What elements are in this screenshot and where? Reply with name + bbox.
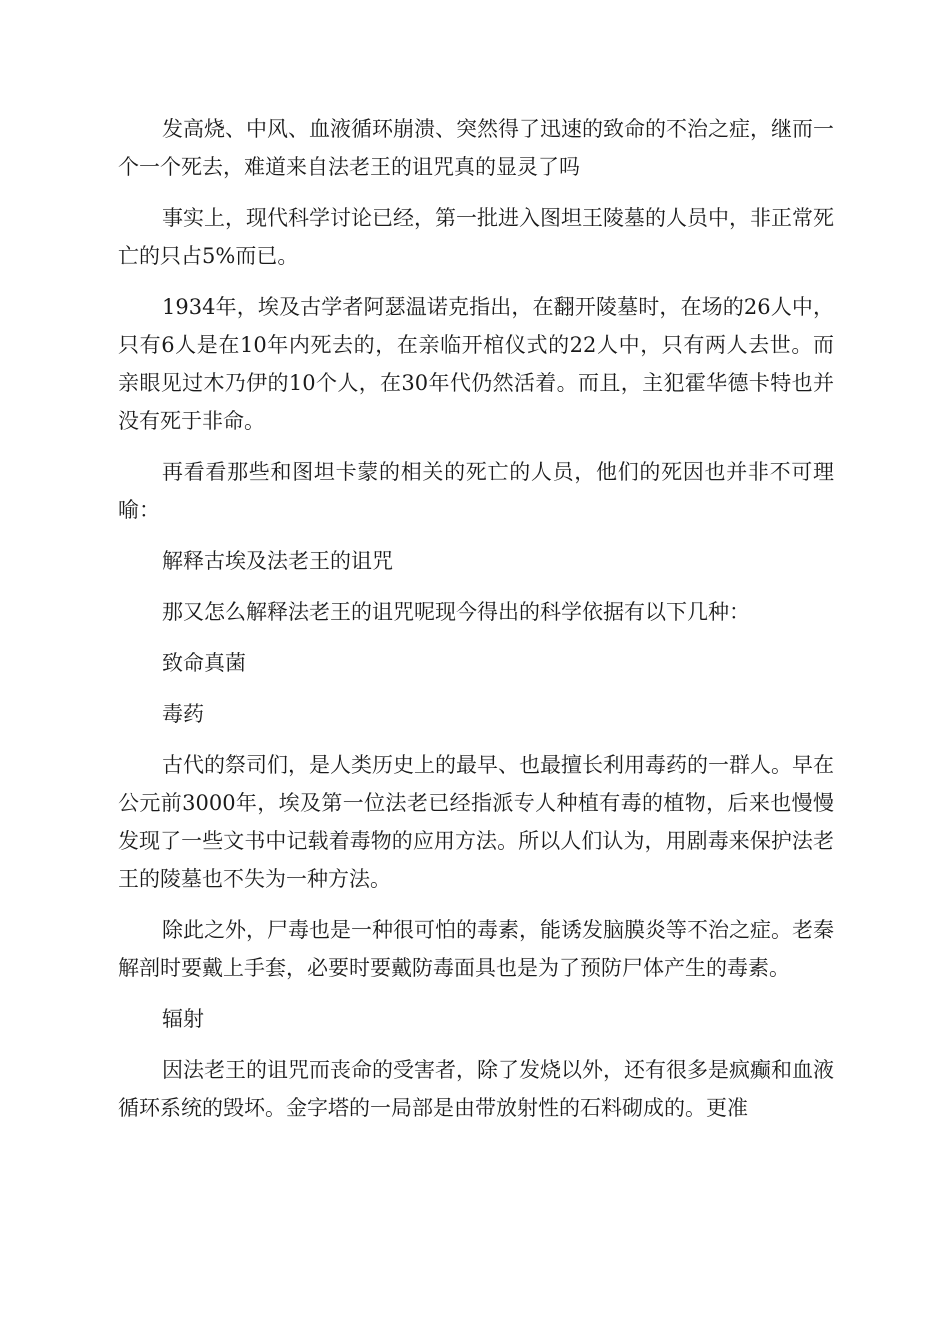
paragraph-gap: [118, 631, 834, 644]
paragraph-gap: [118, 682, 834, 695]
section-heading-fungus: 致命真菌: [162, 651, 246, 675]
paragraph-scientific-basis: 那又怎么解释法老王的诅咒呢现今得出的科学依据有以下几种：: [162, 600, 750, 624]
paragraph-gap: [118, 440, 834, 453]
paragraph-scientific-fact: 事实上，现代科学讨论已经，第一批进入图坦王陵墓的人员中，非正常死亡的只占5%而已。: [118, 206, 834, 268]
paragraph-gap: [118, 1038, 834, 1051]
paragraph-gap: [118, 580, 834, 593]
paragraph-radiation-victims: 因法老王的诅咒而丧命的受害者，除了发烧以外，还有很多是疯癫和血液循环系统的毁坏。金字塔的一局部是由带放射性的石料砌成的。更准: [118, 1058, 834, 1120]
section-heading-poison: 毒药: [162, 702, 204, 726]
paragraph-gap: [118, 529, 834, 542]
paragraph-ancient-priests: 古代的祭司们，是人类历史上的最早、也最擅长利用毒药的一群人。早在公元前3000年，埃及第一位法老已经指派专人种植有毒的植物，后来也慢慢发现了一些文书中记载着毒物的应用方法。所以人们认为，用剧毒来保护法老王的陵墓也不失为一种方法。: [118, 753, 834, 891]
paragraph-corpse-toxin: 除此之外，尸毒也是一种很可怕的毒素，能诱发脑膜炎等不治之症。老秦解剖时要戴上手套，必要时要戴防毒面具也是为了预防尸体产生的毒素。: [118, 918, 834, 980]
paragraph-gap: [118, 987, 834, 1000]
paragraph-gap: [118, 898, 834, 911]
paragraph-related-deaths: 再看看那些和图坦卡蒙的相关的死亡的人员，他们的死因也并非不可理喻：: [118, 460, 834, 522]
document-page: [118, 110, 834, 1127]
paragraph-1934-statistics: 1934年，埃及古学者阿瑟温诺克指出，在翻开陵墓时，在场的26人中，只有6人是在10年内死去的，在亲临开棺仪式的22人中，只有两人去世。而亲眼见过木乃伊的10个人，在30年代仍然活着。而且，主犯霍华德卡特也并没有死于非命。: [118, 295, 834, 433]
paragraph-gap: [118, 186, 834, 199]
paragraph-gap: [118, 733, 834, 746]
paragraph-curse-symptoms: 发高烧、中风、血液循环崩溃、突然得了迅速的致命的不治之症，继而一个一个死去，难道来自法老王的诅咒真的显灵了吗: [118, 117, 834, 179]
paragraph-gap: [118, 275, 834, 288]
section-heading-explanation: 解释古埃及法老王的诅咒: [162, 549, 393, 573]
section-heading-radiation: 辐射: [162, 1007, 204, 1031]
